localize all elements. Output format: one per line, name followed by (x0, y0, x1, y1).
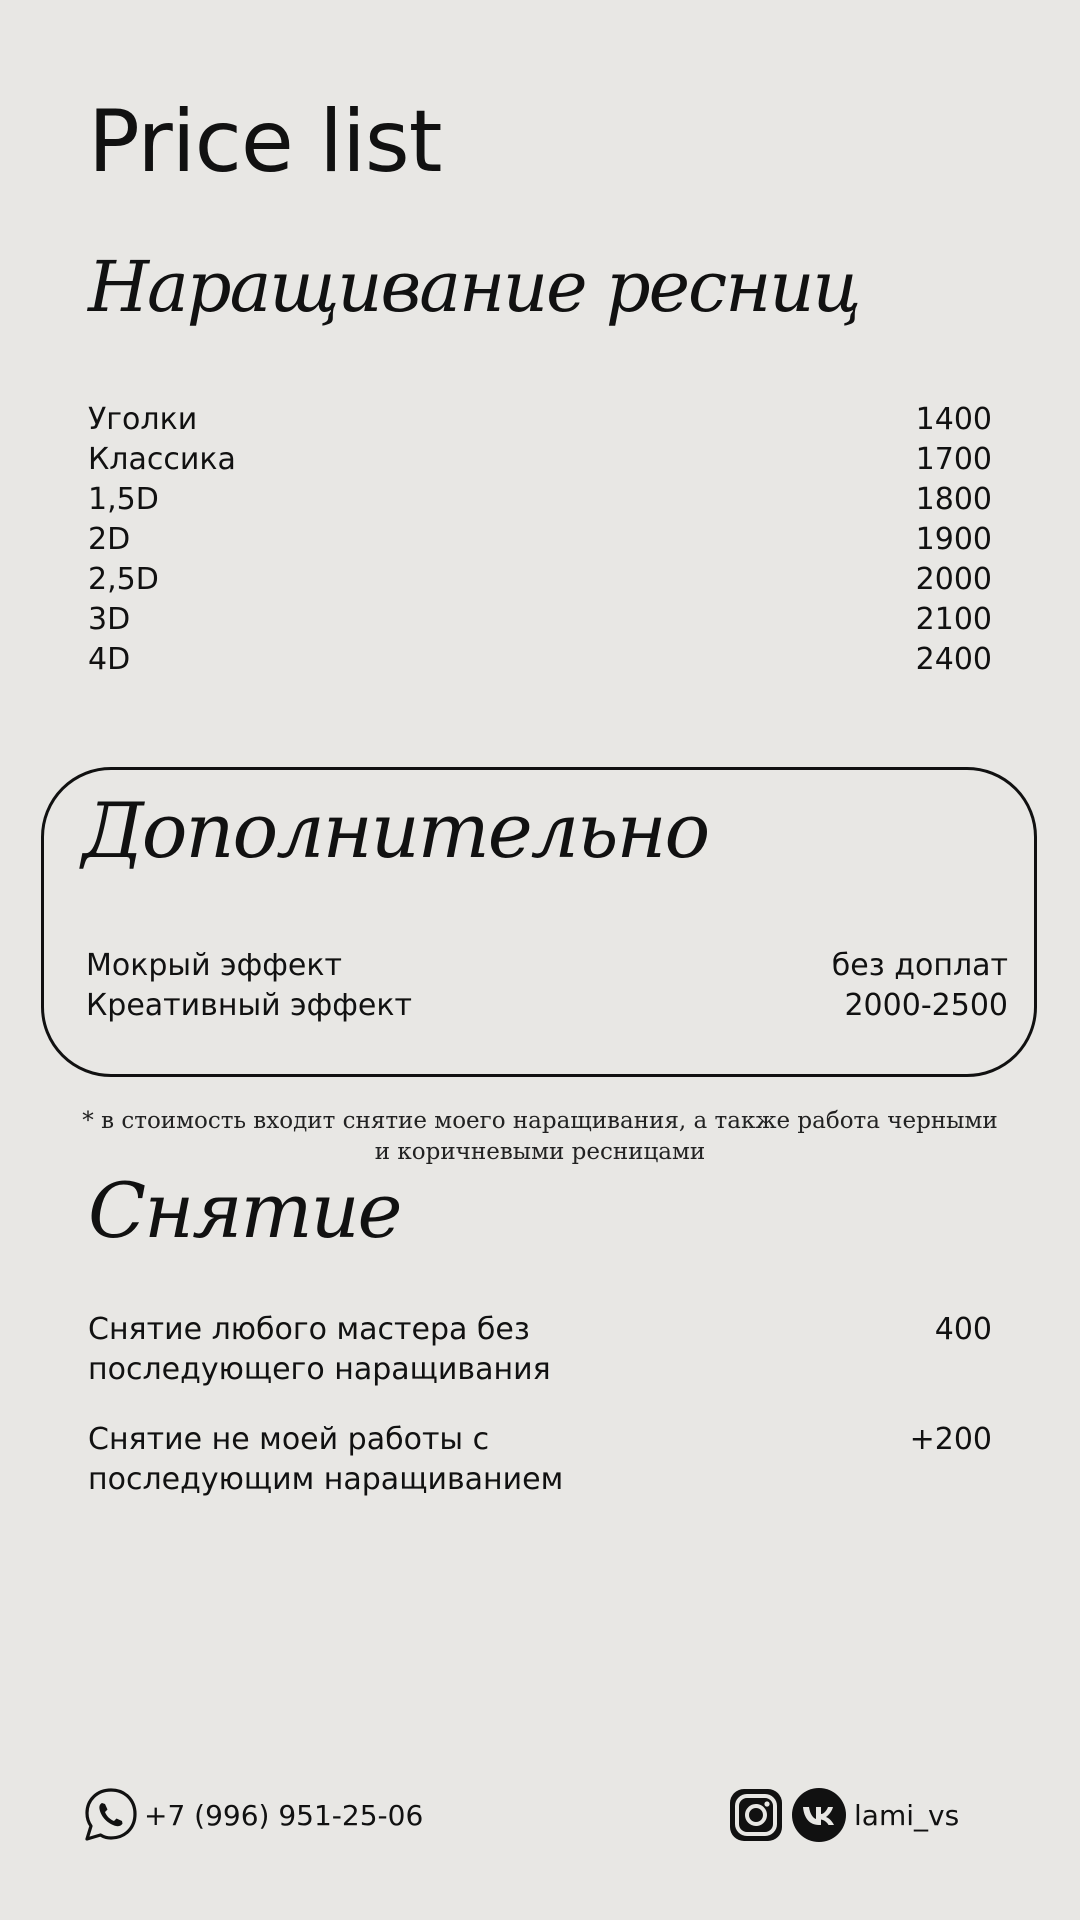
item-name: 3D (88, 602, 131, 637)
item-price: 2000 (915, 562, 992, 597)
item-name: Классика (88, 442, 236, 477)
footer-social (728, 1786, 959, 1844)
list-item (88, 480, 992, 520)
instagram-icon[interactable] (728, 1787, 784, 1843)
item-name: 2,5D (88, 562, 159, 597)
removal-price-list (88, 1310, 992, 1530)
list-item (86, 986, 1008, 1026)
page-title: Price list (88, 92, 442, 192)
item-name: 1,5D (88, 482, 159, 517)
list-item (88, 440, 992, 480)
item-price: 1700 (915, 442, 992, 477)
footnote: * в стоимость входит снятие моего наращивания, а также работа черными и коричневыми ресницами (82, 1108, 998, 1165)
phone-number[interactable]: +7 (996) 951-25-06 (144, 1798, 424, 1832)
footer-phone[interactable] (82, 1786, 423, 1844)
item-name: 2D (88, 522, 131, 557)
item-price: 2100 (915, 602, 992, 637)
item-name: Мокрый эффект (86, 948, 342, 983)
vk-icon[interactable] (790, 1786, 848, 1844)
section-heading-removal: Снятие (88, 1166, 401, 1255)
item-price: 1900 (915, 522, 992, 557)
item-price: без доплат (831, 948, 1008, 983)
section-heading-extra: Дополнительно (82, 786, 709, 875)
item-name: Креативный эффект (86, 988, 412, 1023)
item-price: 1400 (915, 402, 992, 437)
item-price: 2400 (915, 642, 992, 677)
section-heading-lashes: Наращивание ресниц (88, 246, 860, 328)
lashes-price-list (88, 400, 992, 680)
item-price: 400 (934, 1312, 992, 1347)
list-item (88, 520, 992, 560)
list-item (86, 946, 1008, 986)
extra-price-list (86, 946, 1008, 1026)
item-price: 2000-2500 (844, 988, 1008, 1023)
whatsapp-icon[interactable] (82, 1786, 140, 1844)
item-price: 1800 (915, 482, 992, 517)
item-name: Снятие не моей работы с последующим наращиванием (88, 1422, 564, 1497)
social-handle[interactable]: lami_vs (854, 1798, 960, 1832)
list-item (88, 640, 992, 680)
item-name: Снятие любого мастера без последующего наращивания (88, 1312, 551, 1387)
list-item (88, 560, 992, 600)
item-price: +200 (909, 1422, 992, 1457)
list-item (88, 400, 992, 440)
list-item (88, 600, 992, 640)
list-item (88, 1310, 992, 1390)
list-item (88, 1420, 992, 1500)
item-name: 4D (88, 642, 131, 677)
item-name: Уголки (88, 402, 198, 437)
